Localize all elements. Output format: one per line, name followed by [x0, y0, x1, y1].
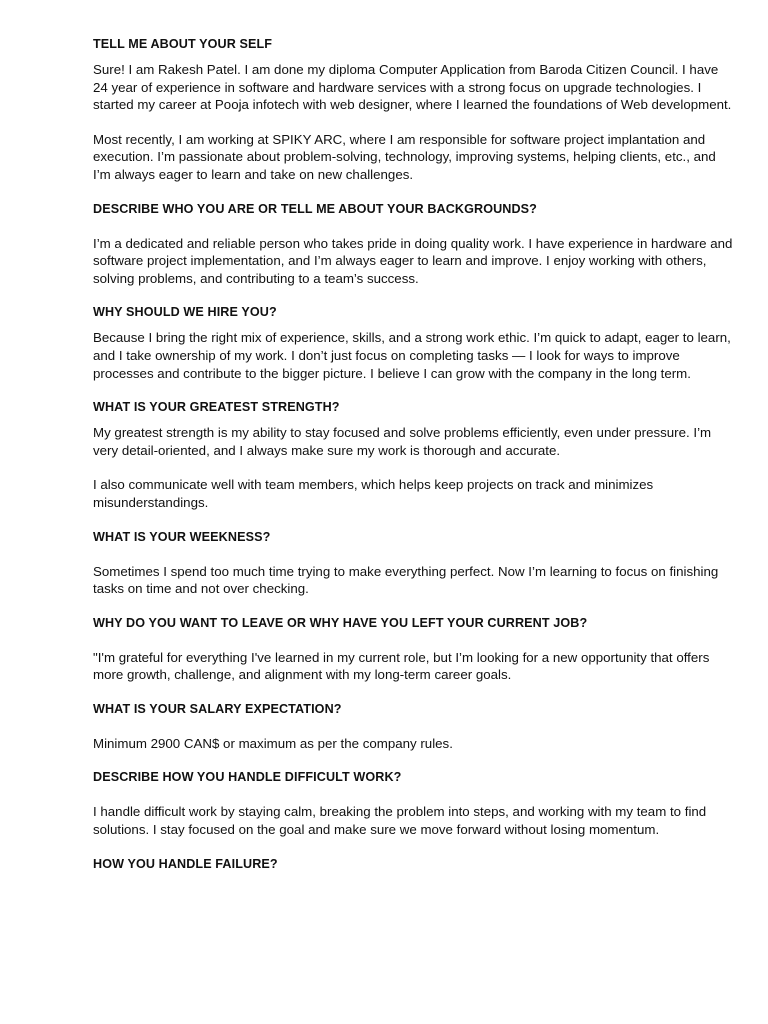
paragraph-salary: Minimum 2900 CAN$ or maximum as per the company rules.	[93, 735, 453, 751]
section-heading-leave-job: WHY DO YOU WANT TO LEAVE OR WHY HAVE YOU LEFT YOUR CURRENT JOB?	[93, 615, 588, 630]
paragraph-strength-2: I also communicate well with team members, which helps keep projects on track and minimizes misunderstandings.	[93, 477, 654, 510]
paragraph-weakness: Sometimes I spend too much time trying to make everything perfect. Now I’m learning to focus on finishing tasks on time and not over checking.	[93, 563, 719, 597]
section-heading-weakness: WHAT IS YOUR WEEKNESS?	[93, 529, 271, 544]
paragraph-hire: Because I bring the right mix of experience, skills, and a strong work ethic. I’m quick to adapt, eager to learn, and I take ownership of my work. I don’t just focus on completing tasks — I look for ways to improve processes and contribute to the bigger picture. I believe I can grow with the company in the long term.	[93, 330, 731, 381]
paragraph-difficult-work: I handle difficult work by staying calm, breaking the problem into steps, and working with my team to find solutions. I stay focused on the goal and make sure we move forward without losing momentum.	[93, 804, 707, 838]
paragraph-strength-1: My greatest strength is my ability to stay focused and solve problems efficiently, even under pressure. I’m very detail-oriented, and I always make sure my work is thorough and accurate.	[93, 425, 712, 458]
document-page	[93, 36, 735, 881]
section-heading-strength: WHAT IS YOUR GREATEST STRENGTH?	[93, 400, 340, 415]
paragraph-about-self-1: Sure! I am Rakesh Patel. I am done my diploma Computer Application from Baroda Citizen Council. I have 24 year of experience in software and hardware services with a strong focus on upgrade technologies. I started my career at Pooja infotech with web designer, where I learned the foundations of Web development.	[93, 62, 732, 113]
section-heading-salary: WHAT IS YOUR SALARY EXPECTATION?	[93, 701, 342, 716]
section-heading-about-self: TELL ME ABOUT YOUR SELF	[93, 37, 273, 51]
section-heading-failure: HOW YOU HANDLE FAILURE?	[93, 856, 278, 871]
paragraph-leave-job: "I'm grateful for everything I've learned in my current role, but I’m looking for a new opportunity that offers more growth, challenge, and alignment with my long-term career goals.	[93, 649, 710, 683]
section-heading-hire: WHY SHOULD WE HIRE YOU?	[93, 305, 277, 320]
section-heading-difficult-work: DESCRIBE HOW YOU HANDLE DIFFICULT WORK?	[93, 770, 402, 785]
paragraph-about-self-2: Most recently, I am working at SPIKY ARC, where I am responsible for software project implantation and execution. I’m passionate about problem-solving, technology, improving systems, helping clients, etc., and I’m always eager to learn and take on new challenges.	[93, 131, 716, 182]
paragraph-background: I’m a dedicated and reliable person who takes pride in doing quality work. I have experience in hardware and software project implementation, and I’m always eager to learn and improve. I enjoy working with others, solving problems, and contributing to a team’s success.	[93, 235, 733, 286]
section-heading-background: DESCRIBE WHO YOU ARE OR TELL ME ABOUT YOUR BACKGROUNDS?	[93, 201, 537, 216]
